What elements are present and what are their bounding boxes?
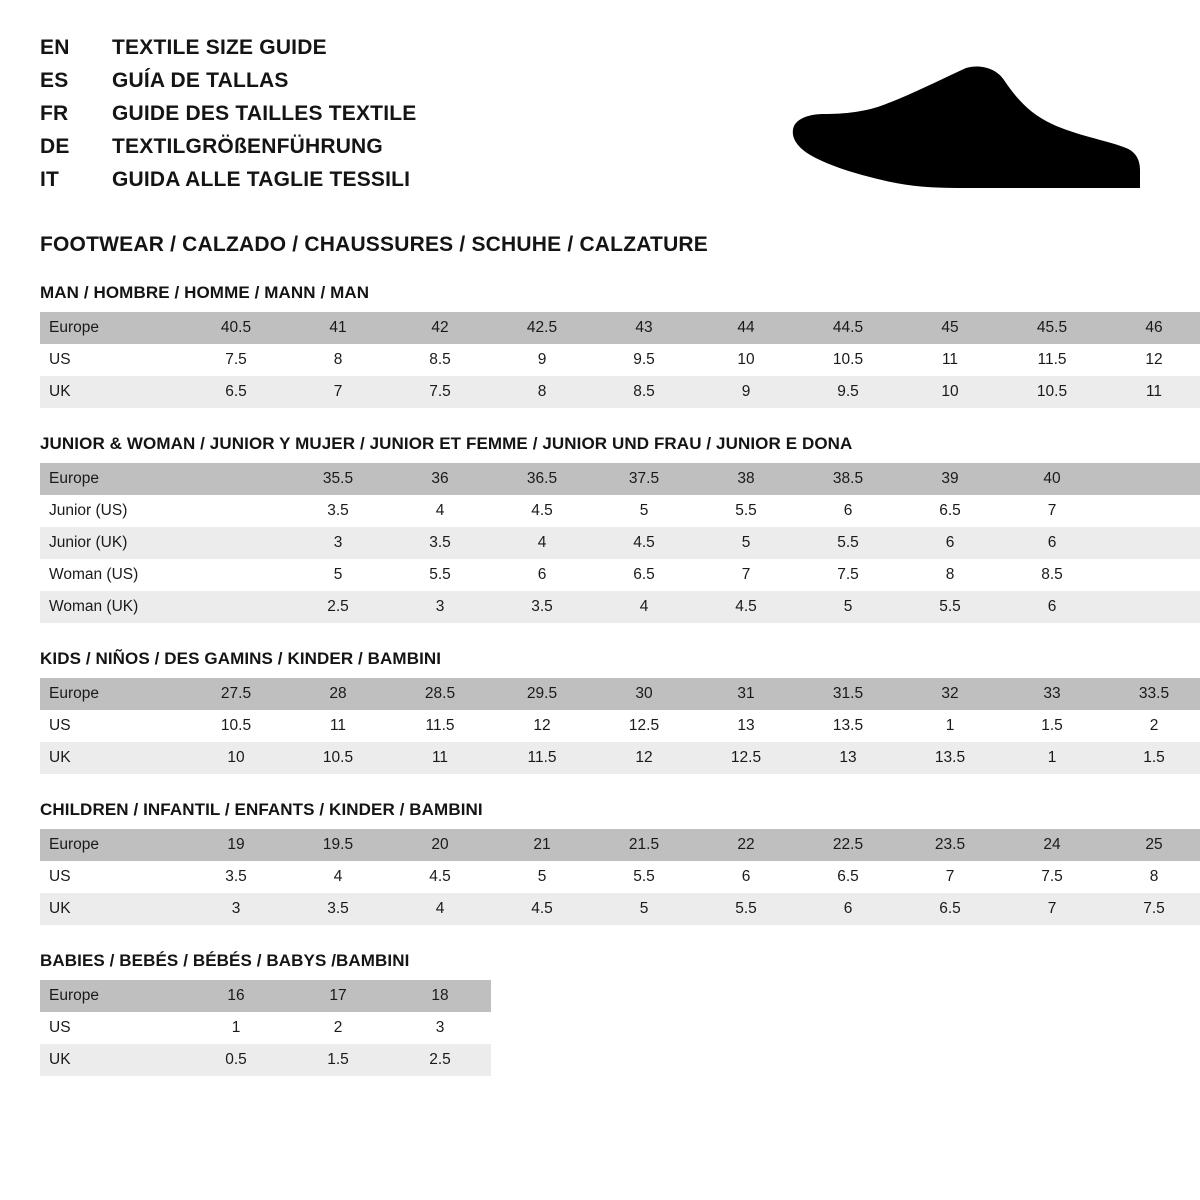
table-cell: 40 — [1001, 463, 1103, 495]
table-cell: 19 — [185, 829, 287, 861]
size-table — [40, 312, 1200, 408]
size-table-heading: CHILDREN / INFANTIL / ENFANTS / KINDER / BAMBINI — [40, 800, 483, 819]
table-cell: 3 — [389, 1012, 491, 1044]
language-title: TEXTILGRÖßENFÜHRUNG — [112, 135, 383, 158]
table-cell: 11 — [1103, 376, 1200, 408]
table-row — [40, 376, 1200, 408]
table-cell: 7.5 — [1001, 861, 1103, 893]
table-cell: 7.5 — [185, 344, 287, 376]
table-cell: 2.5 — [287, 591, 389, 623]
row-label: UK — [40, 1044, 185, 1076]
table-cell: 38 — [695, 463, 797, 495]
table-cell: 21.5 — [593, 829, 695, 861]
table-cell: 36.5 — [491, 463, 593, 495]
size-table-block — [40, 649, 1170, 774]
language-title: GUÍA DE TALLAS — [112, 69, 289, 92]
table-cell: 25 — [1103, 829, 1200, 861]
table-cell: 1.5 — [287, 1044, 389, 1076]
table-cell: 4.5 — [491, 893, 593, 925]
table-cell: 41 — [287, 312, 389, 344]
table-cell: 3.5 — [491, 591, 593, 623]
table-row — [40, 591, 1200, 623]
table-cell: 1 — [185, 1012, 287, 1044]
language-title: GUIDE DES TAILLES TEXTILE — [112, 102, 417, 125]
table-cell: 33.5 — [1103, 678, 1200, 710]
table-cell — [1103, 463, 1200, 495]
table-cell: 9 — [695, 376, 797, 408]
table-cell: 10 — [185, 742, 287, 774]
table-cell: 21 — [491, 829, 593, 861]
table-cell: 11 — [287, 710, 389, 742]
table-cell: 7 — [1001, 893, 1103, 925]
language-title: TEXTILE SIZE GUIDE — [112, 36, 327, 59]
table-cell: 45.5 — [1001, 312, 1103, 344]
table-cell: 7 — [899, 861, 1001, 893]
table-cell: 33 — [1001, 678, 1103, 710]
table-cell: 5.5 — [695, 495, 797, 527]
table-cell: 9.5 — [797, 376, 899, 408]
table-cell: 35.5 — [287, 463, 389, 495]
table-cell: 10.5 — [185, 710, 287, 742]
row-label: US — [40, 710, 185, 742]
table-row — [40, 527, 1200, 559]
table-cell: 24 — [1001, 829, 1103, 861]
table-cell: 12 — [593, 742, 695, 774]
table-cell: 4 — [389, 893, 491, 925]
table-cell: 7 — [1001, 495, 1103, 527]
language-code: DE — [40, 135, 70, 158]
table-cell: 4.5 — [389, 861, 491, 893]
table-cell: 11 — [899, 344, 1001, 376]
table-cell: 11.5 — [389, 710, 491, 742]
row-label: UK — [40, 376, 185, 408]
language-row — [40, 168, 416, 201]
table-cell: 5 — [491, 861, 593, 893]
language-row — [40, 69, 416, 102]
language-title-list — [40, 36, 416, 201]
table-cell: 44.5 — [797, 312, 899, 344]
table-header-row — [40, 463, 1200, 495]
table-cell: 3.5 — [389, 527, 491, 559]
table-cell: 6 — [899, 527, 1001, 559]
table-cell: 17 — [287, 980, 389, 1012]
table-cell: 4 — [593, 591, 695, 623]
table-cell: 6.5 — [185, 376, 287, 408]
table-cell: 4 — [287, 861, 389, 893]
table-row — [40, 710, 1200, 742]
table-header-row — [40, 829, 1200, 861]
table-cell: 18 — [389, 980, 491, 1012]
size-table-block — [40, 951, 1160, 1076]
table-cell: 5 — [593, 495, 695, 527]
table-cell: 5 — [695, 527, 797, 559]
table-cell: 5.5 — [389, 559, 491, 591]
table-cell: 8 — [491, 376, 593, 408]
table-cell: 7 — [287, 376, 389, 408]
table-cell: 10.5 — [797, 344, 899, 376]
table-cell: 20 — [389, 829, 491, 861]
table-cell — [1103, 527, 1200, 559]
table-cell: 44 — [695, 312, 797, 344]
row-label: Europe — [40, 678, 185, 710]
table-cell: 6 — [797, 495, 899, 527]
row-label: US — [40, 1012, 185, 1044]
table-cell: 3 — [287, 527, 389, 559]
table-row — [40, 861, 1200, 893]
table-cell: 2 — [1103, 710, 1200, 742]
table-cell: 37.5 — [593, 463, 695, 495]
table-cell — [185, 495, 287, 527]
table-cell: 6.5 — [899, 495, 1001, 527]
table-cell: 5.5 — [797, 527, 899, 559]
table-cell: 7 — [695, 559, 797, 591]
table-cell: 5 — [797, 591, 899, 623]
table-row — [40, 1012, 491, 1044]
table-cell: 11.5 — [491, 742, 593, 774]
table-cell: 5.5 — [593, 861, 695, 893]
table-cell: 1.5 — [1103, 742, 1200, 774]
language-code: FR — [40, 102, 69, 125]
table-header-row — [40, 678, 1200, 710]
table-cell: 11.5 — [1001, 344, 1103, 376]
table-cell: 7.5 — [389, 376, 491, 408]
table-cell: 39 — [899, 463, 1001, 495]
table-cell: 38.5 — [797, 463, 899, 495]
row-label: Europe — [40, 829, 185, 861]
table-cell: 8.5 — [389, 344, 491, 376]
table-cell: 3.5 — [287, 495, 389, 527]
page-header — [40, 36, 1160, 207]
table-cell: 10.5 — [1001, 376, 1103, 408]
table-cell: 1 — [899, 710, 1001, 742]
table-cell: 28.5 — [389, 678, 491, 710]
row-label: Europe — [40, 980, 185, 1012]
table-cell — [1103, 559, 1200, 591]
row-label: Europe — [40, 312, 185, 344]
row-label: US — [40, 861, 185, 893]
size-table — [40, 678, 1200, 774]
table-cell: 8 — [899, 559, 1001, 591]
size-table — [40, 463, 1200, 623]
table-cell: 11 — [389, 742, 491, 774]
table-cell: 9 — [491, 344, 593, 376]
table-cell: 8.5 — [593, 376, 695, 408]
table-cell: 2.5 — [389, 1044, 491, 1076]
table-cell: 6 — [695, 861, 797, 893]
size-table-heading: BABIES / BEBÉS / BÉBÉS / BABYS /BAMBINI — [40, 951, 410, 970]
table-cell: 4.5 — [593, 527, 695, 559]
table-cell: 46 — [1103, 312, 1200, 344]
table-cell: 22 — [695, 829, 797, 861]
table-cell: 22.5 — [797, 829, 899, 861]
table-cell: 5.5 — [695, 893, 797, 925]
language-row — [40, 36, 416, 69]
table-cell: 23.5 — [899, 829, 1001, 861]
table-cell: 3.5 — [185, 861, 287, 893]
row-label: US — [40, 344, 185, 376]
table-cell: 36 — [389, 463, 491, 495]
language-row — [40, 102, 416, 135]
row-label: Junior (UK) — [40, 527, 185, 559]
table-cell: 8 — [1103, 861, 1200, 893]
table-cell: 30 — [593, 678, 695, 710]
table-cell: 29.5 — [491, 678, 593, 710]
row-label: Woman (US) — [40, 559, 185, 591]
table-header-row — [40, 980, 491, 1012]
table-cell: 8 — [287, 344, 389, 376]
table-cell: 1.5 — [1001, 710, 1103, 742]
category-title: FOOTWEAR / CALZADO / CHAUSSURES / SCHUHE / CALZATURE — [40, 233, 709, 256]
size-table-heading: JUNIOR & WOMAN / JUNIOR Y MUJER / JUNIOR ET FEMME / JUNIOR UND FRAU / JUNIOR E DONA — [40, 434, 853, 453]
table-cell: 6.5 — [593, 559, 695, 591]
row-label: UK — [40, 893, 185, 925]
table-cell: 12 — [491, 710, 593, 742]
table-cell — [185, 559, 287, 591]
table-cell: 5 — [287, 559, 389, 591]
table-cell: 3 — [389, 591, 491, 623]
table-cell — [1103, 591, 1200, 623]
size-table-heading: MAN / HOMBRE / HOMME / MANN / MAN — [40, 283, 370, 302]
table-cell: 45 — [899, 312, 1001, 344]
size-table-block — [40, 283, 1163, 408]
size-table-heading: KIDS / NIÑOS / DES GAMINS / KINDER / BAMBINI — [40, 649, 442, 668]
table-cell: 3.5 — [287, 893, 389, 925]
table-cell: 6.5 — [899, 893, 1001, 925]
table-row — [40, 495, 1200, 527]
table-cell — [185, 463, 287, 495]
table-cell: 10 — [899, 376, 1001, 408]
table-row — [40, 742, 1200, 774]
table-cell: 0.5 — [185, 1044, 287, 1076]
table-cell: 31 — [695, 678, 797, 710]
table-cell: 27.5 — [185, 678, 287, 710]
size-table-block — [40, 800, 1165, 925]
table-cell: 1 — [1001, 742, 1103, 774]
size-table-block — [40, 434, 1160, 623]
table-cell: 13 — [797, 742, 899, 774]
language-title: GUIDA ALLE TAGLIE TESSILI — [112, 168, 411, 191]
table-cell: 6 — [1001, 527, 1103, 559]
row-label: UK — [40, 742, 185, 774]
table-cell — [1103, 495, 1200, 527]
table-cell: 12.5 — [695, 742, 797, 774]
table-cell: 3 — [185, 893, 287, 925]
table-row — [40, 893, 1200, 925]
row-label: Junior (US) — [40, 495, 185, 527]
table-cell: 19.5 — [287, 829, 389, 861]
table-cell: 6.5 — [797, 861, 899, 893]
table-cell — [185, 591, 287, 623]
table-row — [40, 344, 1200, 376]
table-cell: 16 — [185, 980, 287, 1012]
table-cell: 5.5 — [899, 591, 1001, 623]
table-cell: 2 — [287, 1012, 389, 1044]
table-cell: 7.5 — [1103, 893, 1200, 925]
table-cell: 10.5 — [287, 742, 389, 774]
table-cell: 7.5 — [797, 559, 899, 591]
table-cell: 28 — [287, 678, 389, 710]
size-tables-container — [40, 283, 1170, 1076]
table-cell: 42 — [389, 312, 491, 344]
table-cell: 13.5 — [797, 710, 899, 742]
table-cell: 4.5 — [695, 591, 797, 623]
table-cell: 12.5 — [593, 710, 695, 742]
table-cell: 6 — [1001, 591, 1103, 623]
table-header-row — [40, 312, 1200, 344]
table-cell: 6 — [491, 559, 593, 591]
table-cell: 4 — [491, 527, 593, 559]
table-cell: 13 — [695, 710, 797, 742]
table-row — [40, 559, 1200, 591]
table-cell: 43 — [593, 312, 695, 344]
table-cell: 32 — [899, 678, 1001, 710]
language-code: IT — [40, 168, 60, 191]
table-cell: 5 — [593, 893, 695, 925]
row-label: Woman (UK) — [40, 591, 185, 623]
size-table — [40, 980, 491, 1076]
table-cell: 12 — [1103, 344, 1200, 376]
table-cell: 31.5 — [797, 678, 899, 710]
table-cell — [185, 527, 287, 559]
table-cell: 4.5 — [491, 495, 593, 527]
table-row — [40, 1044, 491, 1076]
table-cell: 6 — [797, 893, 899, 925]
table-cell: 8.5 — [1001, 559, 1103, 591]
table-cell: 13.5 — [899, 742, 1001, 774]
dress-shoe-icon — [790, 62, 1140, 207]
table-cell: 4 — [389, 495, 491, 527]
language-row — [40, 135, 416, 168]
table-cell: 9.5 — [593, 344, 695, 376]
row-label: Europe — [40, 463, 185, 495]
table-cell: 10 — [695, 344, 797, 376]
table-cell: 42.5 — [491, 312, 593, 344]
table-cell: 40.5 — [185, 312, 287, 344]
language-code: ES — [40, 69, 69, 92]
language-code: EN — [40, 36, 70, 59]
size-table — [40, 829, 1200, 925]
